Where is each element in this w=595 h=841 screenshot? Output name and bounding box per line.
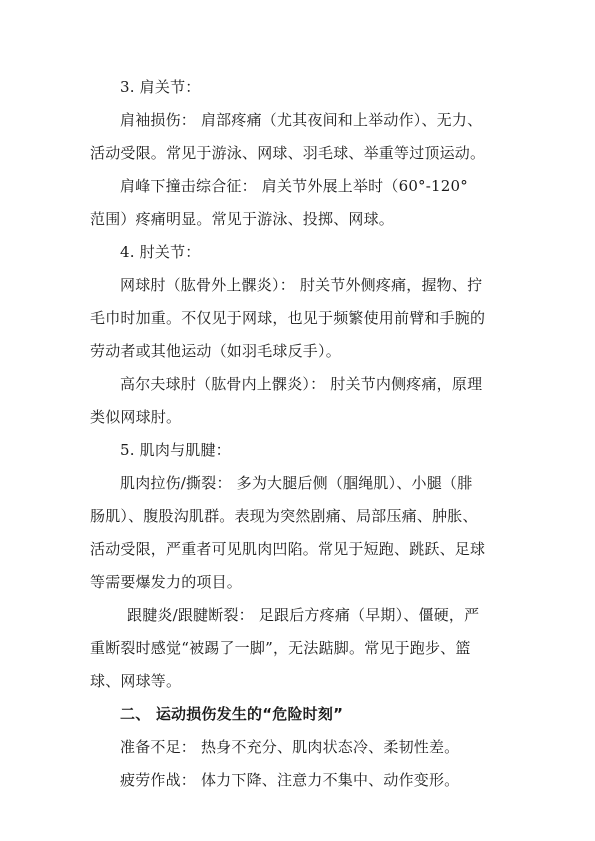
paragraph-line: 球、网球等。	[90, 672, 182, 690]
section-heading-elbow: 4. 肘关节：	[120, 243, 201, 261]
paragraph-line: 准备不足： 热身不充分、肌肉状态冷、柔韧性差。	[120, 738, 460, 756]
paragraph-line: 高尔夫球肘（肱骨内上髁炎）： 肘关节内侧疼痛，原理	[120, 375, 483, 393]
paragraph-line: 劳动者或其他运动（如羽毛球反手）。	[90, 342, 341, 360]
paragraph-line: 网球肘（肱骨外上髁炎）： 肘关节外侧疼痛，握物、拧	[120, 276, 483, 294]
paragraph-line: 疲劳作战： 体力下降、注意力不集中、动作变形。	[120, 771, 460, 789]
section-heading-muscle-tendon: 5. 肌肉与肌腱：	[120, 441, 231, 459]
paragraph-line: 肠肌）、腹股沟肌群。表现为突然剧痛、局部压痛、肿胀、	[90, 507, 478, 525]
section-heading-shoulder: 3. 肩关节：	[120, 78, 201, 96]
section-heading-danger-moments: 二、 运动损伤发生的“危险时刻”	[120, 705, 344, 723]
paragraph-line: 毛巾时加重。不仅见于网球，也见于频繁使用前臂和手腕的	[90, 309, 486, 327]
paragraph-line: 重断裂时感觉“被踢了一脚”，无法踮脚。常见于跑步、篮	[90, 639, 471, 657]
paragraph-line: 肩峰下撞击综合征： 肩关节外展上举时（60°-120°	[120, 177, 468, 195]
paragraph-line: 范围）疼痛明显。常见于游泳、投掷、网球。	[90, 210, 395, 228]
paragraph-line: 活动受限，严重者可见肌肉凹陷。常见于短跑、跳跃、足球	[90, 540, 486, 558]
paragraph-line: 肌肉拉伤/撕裂： 多为大腿后侧（腘绳肌）、小腿（腓	[120, 474, 473, 492]
paragraph-line: 跟腱炎/跟腱断裂： 足跟后方疼痛（早期）、僵硬，严	[127, 606, 480, 624]
paragraph-line: 肩袖损伤： 肩部疼痛（尤其夜间和上举动作）、无力、	[120, 111, 483, 129]
paragraph-line: 等需要爆发力的项目。	[90, 573, 243, 591]
paragraph-line: 类似网球肘。	[90, 408, 182, 426]
paragraph-line: 活动受限。常见于游泳、网球、羽毛球、举重等过顶运动。	[90, 144, 486, 162]
